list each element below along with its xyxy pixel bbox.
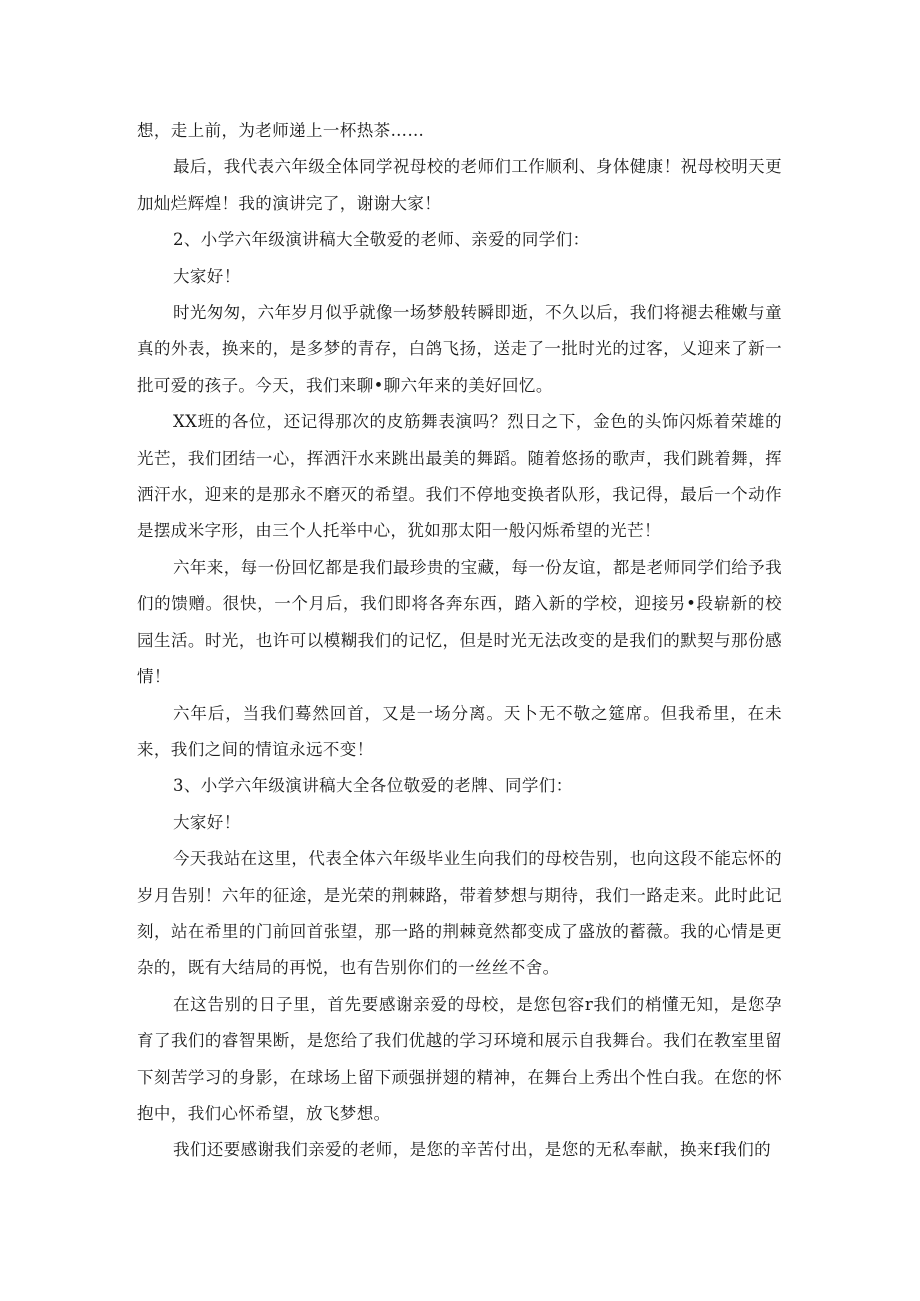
- paragraph-1: 想，走上前，为老师递上一杯热茶……: [137, 121, 425, 140]
- paragraph-12: 在这告别的日子里，首先要感谢亲爱的母校，是您包容r我们的梢懂无知，是您孕育了我们的睿智果断，是您给了我们优越的学习环境和展示自我舞台。我们在教室里留下刻苦学习的身影，在球场上留下顽强拼翅的精神，在舞台上秀出个性白我。在您的怀抱中，我们心怀希望，放飞梦想。: [137, 994, 782, 1123]
- section-heading-2: 2、小学六年级演讲稿大全敬爱的老师、亲爱的同学们：: [173, 230, 590, 250]
- paragraph-13: 我们还要感谢我们亲爱的老师，是您的辛苦付出，是您的无私奉献，换来f我们的: [173, 1140, 772, 1160]
- paragraph-8: 六年后，当我们蓦然回首，又是一场分离。天卜无不敬之筵席。但我希里，在未来，我们之间的情谊永远不变！: [137, 703, 782, 759]
- greeting-2: 大家好！: [173, 812, 241, 832]
- paragraph-5: 时光匆匆，六年岁月似乎就像一场梦般转瞬即逝，不久以后，我们将褪去稚嫩与童真的外表，换来的，是多梦的青存，白鸽飞扬，送走了一批时光的过客，乂迎来了新一批可爱的孩子。今天，我们来聊•聊六年来的美好回忆。: [137, 303, 782, 395]
- greeting-1: 大家好！: [173, 266, 241, 286]
- paragraph-6: XX班的各位，还记得那次的皮筋舞表演吗？烈日之下，金色的头饰闪烁着荣雄的光芒，我们团结一心，挥洒汗水来跳出最美的舞蹈。随着悠扬的歌声，我们跳着舞，挥洒汗水，迎来的是那永不磨灭的希望。我们不停地变换者队形，我记得，最后一个动作是摆成米字形，由三个人托举中心，犹如那太阳一般闪烁希望的光芒！: [137, 412, 782, 541]
- section-heading-3: 3、小学六年级演讲稿大全各位敬爱的老牌、同学们：: [173, 776, 573, 796]
- document-body: [137, 113, 782, 1169]
- paragraph-2: 最后，我代表六年级全体同学祝母校的老师们工作顺利、身体健康！祝母校明天更加灿烂辉煌！我的演讲完了，谢谢大家！: [137, 157, 782, 213]
- paragraph-11: 今天我站在这里，代表全体六年级毕业生向我们的母校告别，也向这段不能忘怀的岁月告别！六年的征途，是光荣的荆棘路，带着梦想与期待，我们一路走来。此时此记刻，站在希里的门前回首张望，那一路的荆棘竟然都变成了盛放的蓄薇。我的心情是更杂的，既有大结局的再悦，也有告别你们的一丝丝不舍。: [137, 849, 782, 978]
- paragraph-7: 六年来，每一份回忆都是我们最珍贵的宝藏，每一份友谊，都是老师同学们给予我们的馈赠。很快，一个月后，我们即将各奔东西，踏入新的学校，迎接另•段崭新的校园生活。时光，也许可以模糊我们的记忆，但是时光无法改变的是我们的默契与那份感情！: [137, 557, 782, 687]
